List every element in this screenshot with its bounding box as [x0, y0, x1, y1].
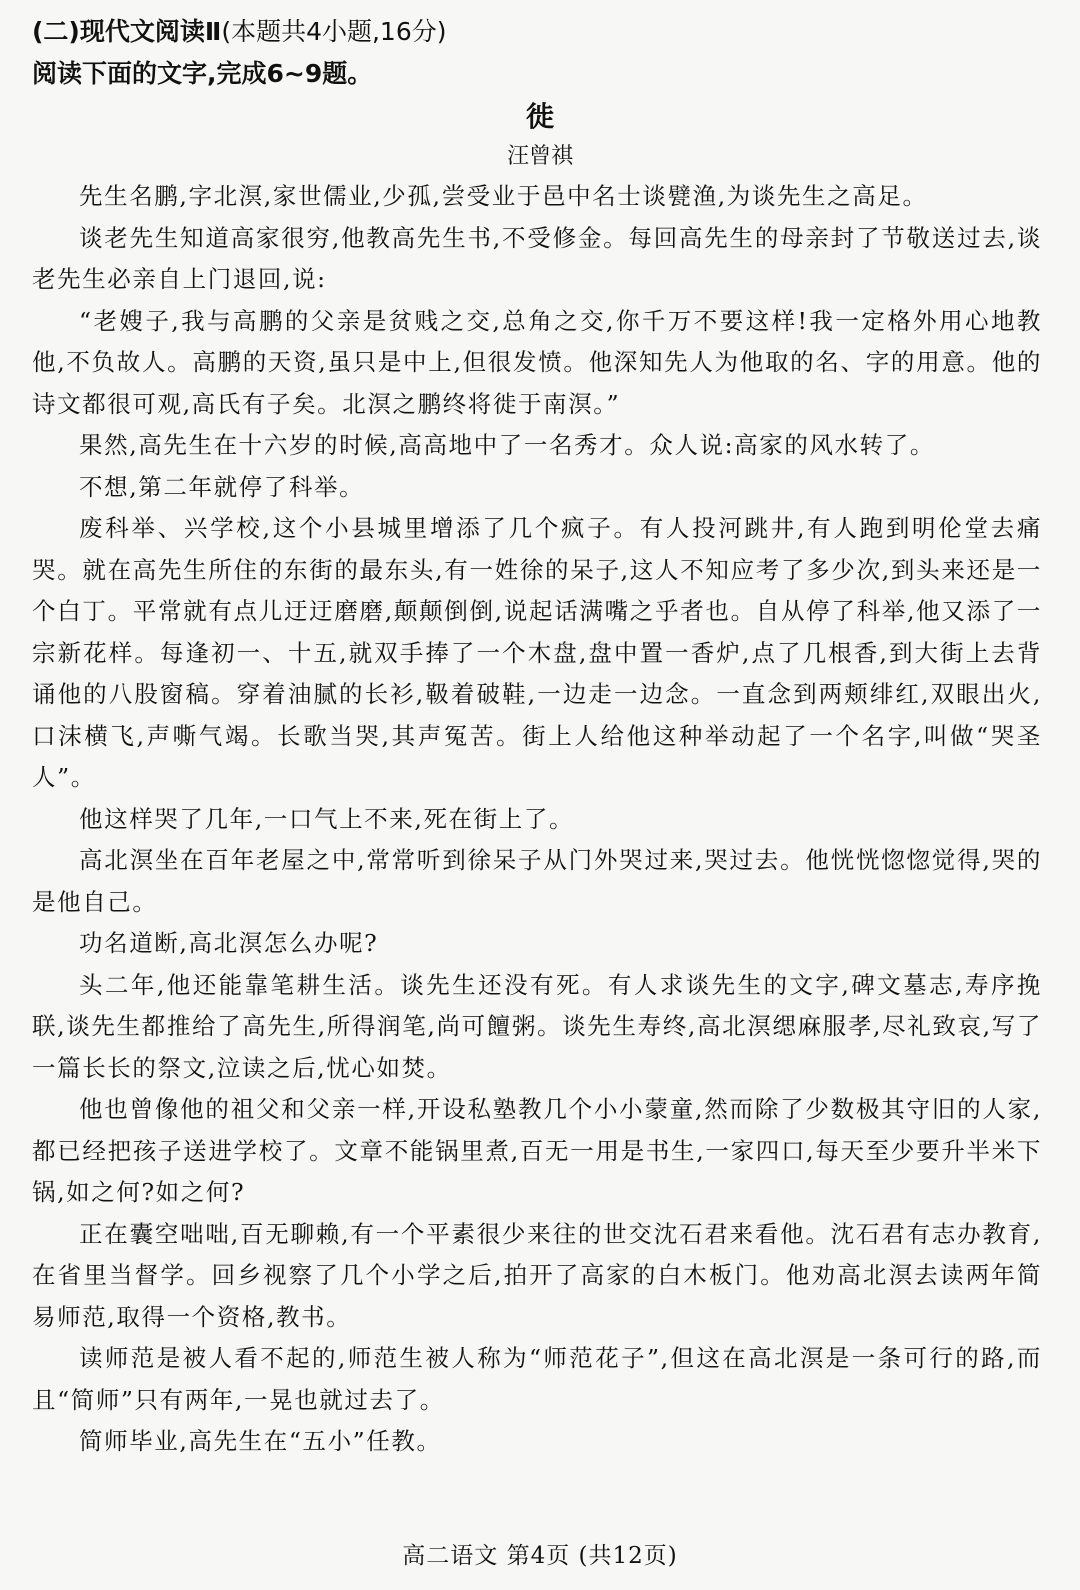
paragraph: 他这样哭了几年,一口气上不来,死在街上了。	[79, 804, 575, 833]
section-header	[32, 14, 447, 50]
section-label: (二)现代文阅读Ⅱ	[32, 17, 222, 46]
paragraph: 谈老先生知道高家很穷,他教高先生书,不受修金。每回高先生的母亲封了节敬送过去,谈老先生必亲自上门退回,说:	[32, 223, 1042, 293]
paragraph: 他也曾像他的祖父和父亲一样,开设私塾教几个小小蒙童,然而除了少数极其守旧的人家,都已经把孩子送进学校了。文章不能锅里煮,百无一用是书生,一家四口,每天至少要升半米下锅,如之何?如之何?	[32, 1095, 1042, 1206]
reading-instruction: 阅读下面的文字,完成6~9题。	[32, 59, 373, 88]
paragraph: 不想,第二年就停了科举。	[79, 472, 365, 501]
paragraph: 正在囊空咄咄,百无聊赖,有一个平素很少来往的世交沈石君来看他。沈石君有志办教育,在省里当督学。回乡视察了几个小学之后,拍开了高家的白木板门。他劝高北溟去读两年简易师范,取得一个资格,教书。	[32, 1219, 1042, 1331]
paragraph: “老嫂子,我与高鹏的父亲是贫贱之交,总角之交,你千万不要这样!我一定格外用心地教他,不负故人。高鹏的天资,虽只是中上,但很发愤。他深知先人为他取的名、字的用意。他的诗文都很可观,高氏有子矣。北溟之鹏终将徙于南溟。”	[32, 306, 1042, 418]
paragraph: 头二年,他还能靠笔耕生活。谈先生还没有死。有人求谈先生的文字,碑文墓志,寿序挽联,谈先生都推给了高先生,所得润笔,尚可饘粥。谈先生寿终,高北溟缌麻服孝,尽礼致哀,写了一篇长长的祭文,泣读之后,忧心如焚。	[32, 970, 1042, 1082]
article-title: 徙	[525, 100, 554, 133]
paragraph: 功名道断,高北溟怎么办呢?	[79, 929, 379, 957]
section-meta: (本题共4小题,16分)	[221, 17, 447, 46]
paragraph: 简师毕业,高先生在“五小”任教。	[79, 1427, 442, 1455]
article-body	[32, 176, 1042, 1463]
article-author: 汪曾祺	[506, 144, 573, 169]
paragraph: 读师范是被人看不起的,师范生被人称为“师范花子”,但这在高北溟是一条可行的路,而且“简师”只有两年,一晃也就过去了。	[32, 1344, 1042, 1414]
paragraph: 果然,高先生在十六岁的时候,高高地中了一名秀才。众人说:高家的风水转了。	[79, 431, 935, 459]
paragraph: 先生名鹏,字北溟,家世儒业,少孤,尝受业于邑中名士谈甓渔,为谈先生之高足。	[79, 182, 928, 210]
paragraph: 废科举、兴学校,这个小县城里增添了几个疯子。有人投河跳井,有人跑到明伦堂去痛哭。就在高先生所住的东街的最东头,有一姓徐的呆子,这人不知应考了多少次,到头来还是一个白丁。平常就有点儿迂迂磨磨,颠颠倒倒,说起话满嘴之乎者也。自从停了科举,他又添了一宗新花样。每逢初一、十五,就双手捧了一个木盘,盘中置一香炉,点了几根香,到大街上去背诵他的八股窗稿。穿着油腻的长衫,靸着破鞋,一边走一边念。一直念到两颊绯红,双眼出火,口沫横飞,声嘶气竭。长歌当哭,其声冤苦。街上人给他这种举动起了一个名字,叫做“哭圣人”。	[32, 514, 1042, 791]
paragraph: 高北溟坐在百年老屋之中,常常听到徐呆子从门外哭过来,哭过去。他恍恍惚惚觉得,哭的是他自己。	[32, 846, 1042, 916]
page-footer: 高二语文 第4页 (共12页)	[402, 1543, 678, 1569]
